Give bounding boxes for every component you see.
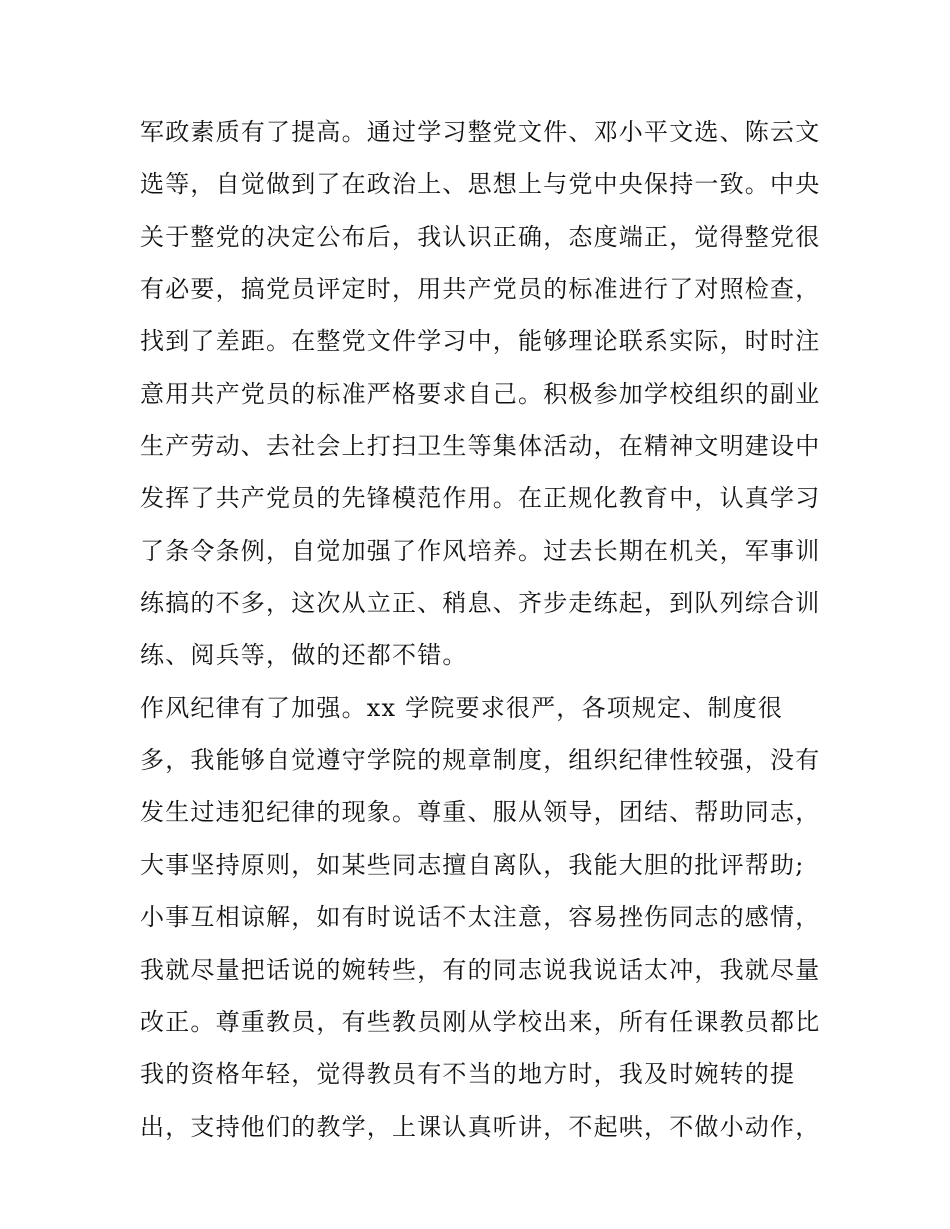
text-line: 多，我能够自觉遵守学院的规章制度，组织纪律性较强，没有 (140, 746, 821, 775)
text-line: 练搞的不多，这次从立正、稍息、齐步走练起，到队列综合训 (140, 589, 821, 618)
text-line: 作风纪律有了加强。xx 学院要求很严，各项规定、制度很 (140, 693, 784, 722)
text-line: 发生过违犯纪律的现象。尊重、服从领导，团结、帮助同志， (140, 798, 821, 827)
text-line: 我就尽量把话说的婉转些，有的同志说我说话太冲，我就尽量 (140, 955, 821, 984)
document-body (140, 106, 840, 1153)
text-line: 有必要，搞党员评定时，用共产党员的标准进行了对照检查， (140, 275, 821, 304)
text-line: 发挥了共产党员的先锋模范作用。在正规化教育中，认真学习 (140, 484, 821, 513)
text-line: 了条令条例，自觉加强了作风培养。过去长期在机关，军事训 (140, 536, 821, 565)
text-line: 出，支持他们的教学，上课认真听讲，不起哄，不做小动作， (140, 1112, 821, 1141)
text-line: 改正。尊重教员，有些教员刚从学校出来，所有任课教员都比 (140, 1007, 821, 1036)
text-line: 军政素质有了提高。通过学习整党文件、邓小平文选、陈云文 (140, 118, 821, 146)
text-line: 关于整党的决定公布后，我认识正确，态度端正，觉得整党很 (140, 222, 821, 251)
text-line: 找到了差距。在整党文件学习中，能够理论联系实际，时时注 (140, 327, 821, 356)
text-line: 小事互相谅解，如有时说话不太注意，容易挫伤同志的感情， (140, 903, 821, 932)
text-line: 我的资格年轻，觉得教员有不当的地方时，我及时婉转的提 (140, 1060, 796, 1089)
text-line: 意用共产党员的标准严格要求自己。积极参加学校组织的副业 (140, 379, 821, 408)
text-line: 选等，自觉做到了在政治上、思想上与党中央保持一致。中央 (140, 170, 821, 199)
text-line: 生产劳动、去社会上打扫卫生等集体活动，在精神文明建设中 (140, 432, 821, 461)
text-line: 大事坚持原则，如某些同志擅自离队，我能大胆的批评帮助; (140, 850, 805, 879)
text-line: 练、阅兵等，做的还都不错。 (140, 641, 468, 670)
